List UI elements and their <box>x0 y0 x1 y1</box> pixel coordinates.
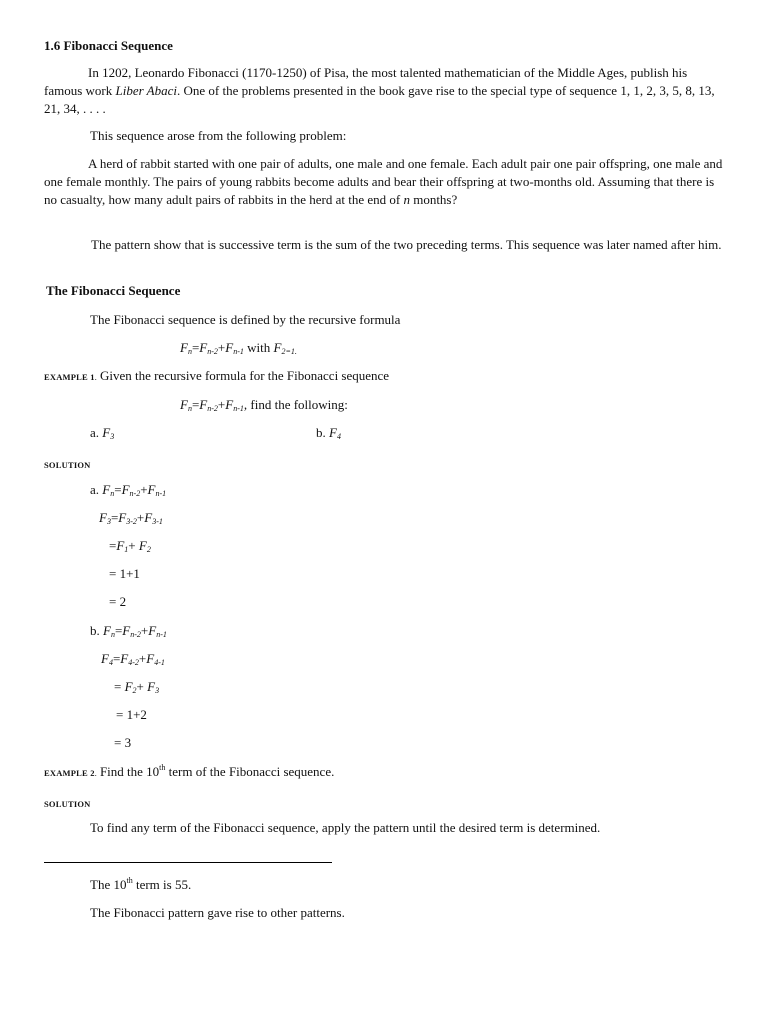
book-title: Liber Abaci <box>115 83 178 98</box>
variable-n: n <box>403 192 410 207</box>
result-text-a: The 10 <box>90 877 127 892</box>
result-text-b: term is 55. <box>132 877 192 892</box>
intro-p1-text-b: . One of the problems presented in the book gave rise to the special type of sequence 1, 1, 2, 3, 5, 8, 13, 21, 34, . . . . <box>44 83 715 116</box>
solution-a-step-5: = 2 <box>109 594 127 609</box>
example-2-superscript: th <box>159 763 166 772</box>
solution-b-step-5: = 3 <box>114 735 132 750</box>
example-1-label: EXAMPLE 1 <box>44 372 95 382</box>
solution-a-step-1: a. $F_n=F_{n-2}+F_{n-1}$ <box>90 482 167 498</box>
example-1-text: Given the recursive formula for the Fibonacci sequence <box>99 368 390 383</box>
example-2-text-a: Find the 10 <box>99 764 160 779</box>
intro-paragraph-2: This sequence arose from the following problem: <box>90 128 347 143</box>
solution-b-step-4: = 1+2 <box>116 707 147 722</box>
item-b-label: b. <box>316 425 326 440</box>
example-1-find-text: find the following: <box>250 397 348 412</box>
example-2-label: EXAMPLE 2 <box>44 768 95 778</box>
example-1-item-a: a. $F_3$ <box>90 425 115 441</box>
example-1-formula: $F_n=F_{n-2}+F_{n-1}$, find the following: <box>180 397 348 413</box>
solution-a-step-2: $F_3=F_{3-2}+F_{3-1}$ <box>99 510 163 526</box>
solution-b-label: b. <box>90 623 100 638</box>
solution-a-step-3: $=F_1+ F_2$ <box>109 538 151 554</box>
result-superscript: th <box>126 876 133 885</box>
formula-with-word: with <box>247 340 271 355</box>
example-2-text-b: term of the Fibonacci sequence. <box>165 764 335 779</box>
definition-text: The Fibonacci sequence is defined by the recursive formula <box>90 312 401 327</box>
intro-p1-text-a: In 1202, Leonardo Fibonacci (1170-1250) of Pisa, the most talented mathematician of the Middle Ages, publish his famous work <box>44 65 688 98</box>
solution-1-label: SOLUTION <box>44 460 91 470</box>
intro-paragraph-1 <box>44 64 724 118</box>
horizontal-rule <box>44 862 332 863</box>
pattern-paragraph <box>44 236 724 254</box>
example-1-item-b: b. $F_4$ <box>316 425 341 441</box>
example-1-line: EXAMPLE 1. Given the recursive formula for the Fibonacci sequence <box>44 368 390 383</box>
solution-a-step-4: = 1+1 <box>109 566 140 581</box>
rabbit-problem-text-a: A herd of rabbit started with one pair of adults, one male and one female. Each adult pair one pair offspring, one male and one female monthly. The pairs of young rabbits become adults and bear their offspring at two-months old. Assuming that there is no casualty, how many adult pairs of rabbits in the herd at the end of <box>44 156 723 207</box>
rabbit-problem-text-b: months? <box>409 192 458 207</box>
solution-b-step-3: = $F_2+ F_3$ <box>114 679 160 695</box>
section-title: 1.6 Fibonacci Sequence <box>44 38 173 53</box>
recursive-formula: $F_n=F_{n-2}+F_{n-1}$ with $F_{2=1.}$ <box>180 340 297 356</box>
item-a-label: a. <box>90 425 100 440</box>
closing-text: The Fibonacci pattern gave rise to other patterns. <box>90 905 345 920</box>
solution-2-label: SOLUTION <box>44 799 91 809</box>
solution-a-label: a. <box>90 482 100 497</box>
solution-2-result <box>90 876 191 894</box>
solution-2-text: To find any term of the Fibonacci sequence, apply the pattern until the desired term is determined. <box>90 820 601 835</box>
example-2-line: EXAMPLE 2. Find the 10th term of the Fibonacci sequence. <box>44 763 335 779</box>
rabbit-problem-paragraph <box>44 155 724 209</box>
solution-b-step-1: b. $F_n=F_{n-2}+F_{n-1}$ <box>90 623 167 639</box>
subsection-title: The Fibonacci Sequence <box>46 283 181 298</box>
pattern-text: The pattern show that is successive term is the sum of the two preceding terms. This sequence was later named after him. <box>88 237 722 252</box>
solution-b-step-2: $F_4=F_{4-2}+F_{4-1}$ <box>101 651 165 667</box>
